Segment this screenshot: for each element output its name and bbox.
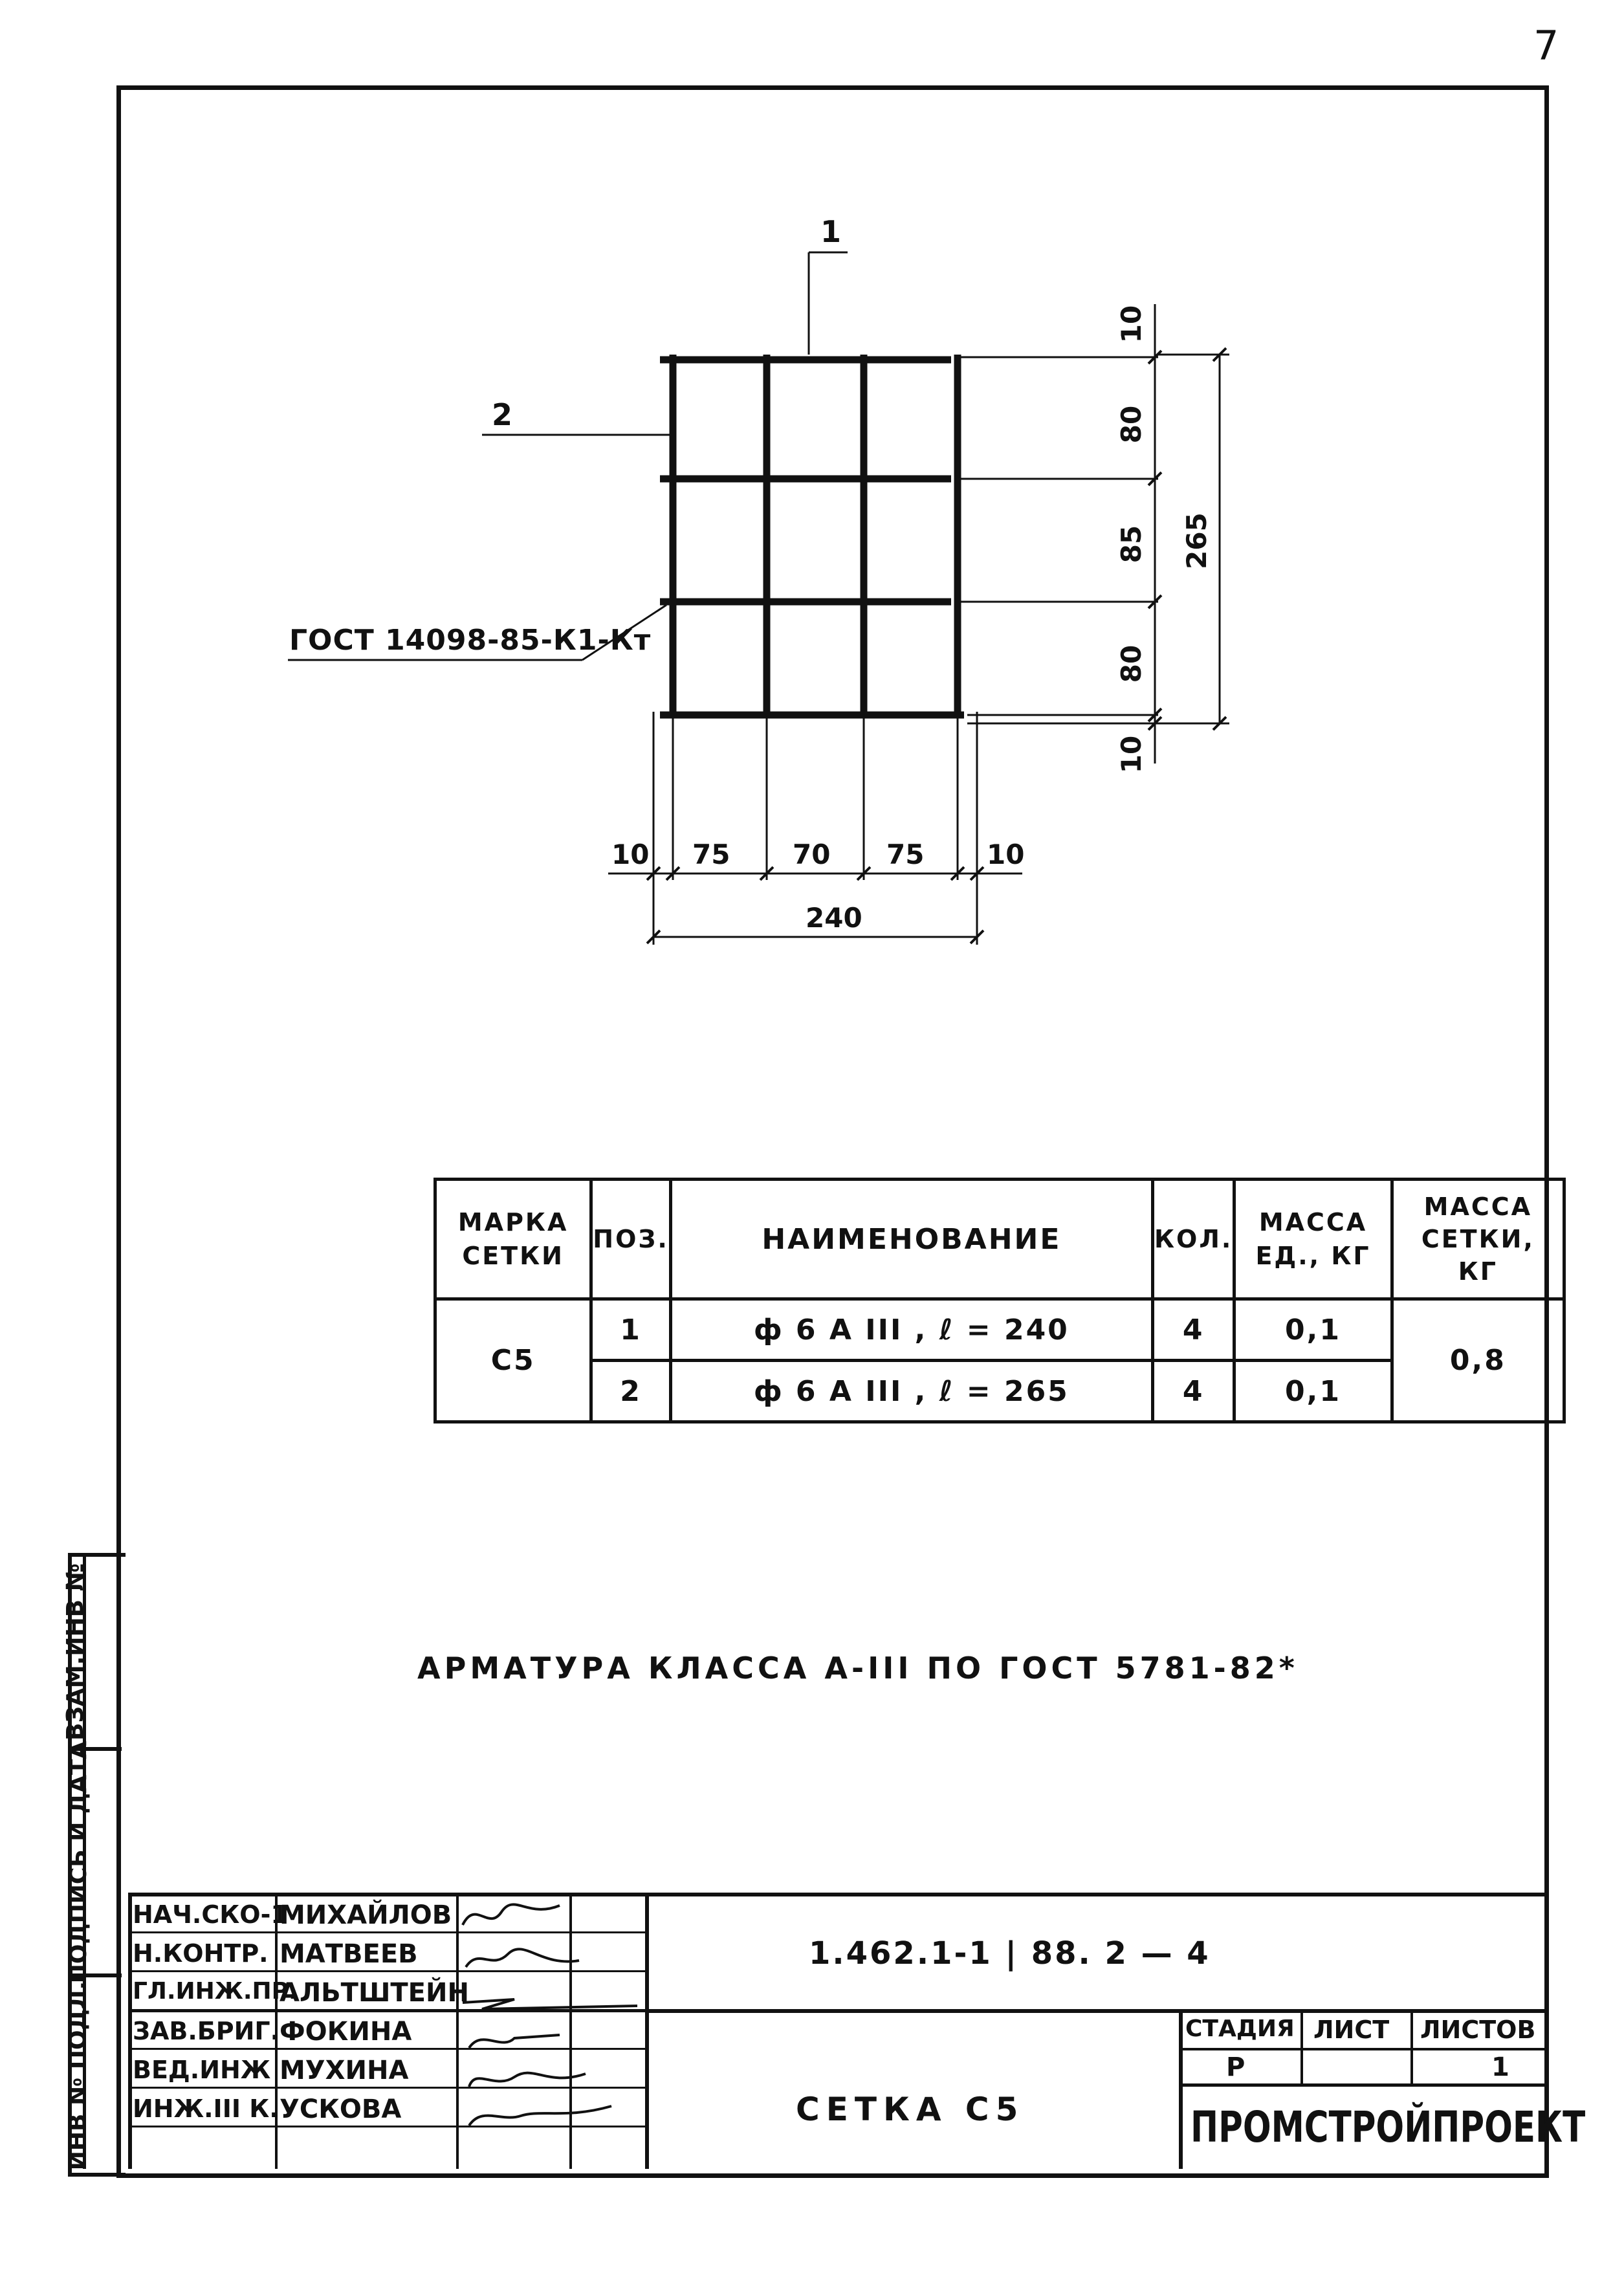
org-name: ПРОМСТРОЙПРОЕКТ: [1191, 2102, 1586, 2152]
mark-cell: С5: [435, 1299, 591, 1422]
dim-right-3: 85: [1115, 525, 1148, 564]
stage-label: СТАДИЯ: [1185, 2016, 1295, 2042]
reinforcement-note: АРМАТУРА КЛАССА А-III ПО ГОСТ 5781-82*: [417, 1651, 1299, 1686]
dim-bottom-total: 240: [806, 902, 862, 934]
tb-role-3: ГЛ.ИНЖ.ПР.: [133, 1978, 298, 2005]
mesh-mass-cell: 0,8: [1392, 1299, 1564, 1422]
spec-table: [433, 1178, 1566, 1423]
header-name: НАИМЕНОВАНИЕ: [670, 1180, 1152, 1299]
dim-bottom-2: 75: [692, 839, 730, 870]
header-mesh-mass: МАССА СЕТКИ, КГ: [1392, 1180, 1564, 1299]
tb-name-1: МИХАЙЛОВ: [280, 1900, 452, 1930]
tb-role-4: ЗАВ.БРИГ.: [133, 2017, 280, 2045]
tb-name-4: ФОКИНА: [280, 2017, 412, 2047]
tb-role-1: НАЧ.СКО-1: [133, 1900, 288, 1929]
row1-qty: 4: [1152, 1299, 1234, 1361]
header-unit-mass: МАССА ЕД., КГ: [1234, 1180, 1392, 1299]
header-mark: МАРКА СЕТКИ: [435, 1180, 591, 1299]
dim-bottom-5: 10: [987, 839, 1025, 870]
dim-right-total: 265: [1180, 512, 1213, 569]
sheet-label: ЛИСТ: [1313, 2016, 1390, 2044]
callout-2: 2: [492, 397, 513, 432]
callout-1: 1: [820, 214, 842, 249]
dim-right-4: 80: [1115, 644, 1148, 683]
page-number: 7: [1533, 22, 1559, 69]
tb-name-3: АЛЬТШТЕЙН: [280, 1978, 469, 2008]
doc-code: 1.462.1-1 | 88. 2 — 4: [809, 1935, 1211, 1972]
row1-pos: 1: [591, 1299, 671, 1361]
weld-callout: ГОСТ 14098-85-К1-Кт: [289, 624, 652, 657]
dim-right-2: 80: [1115, 405, 1148, 444]
header-pos: ПОЗ.: [591, 1180, 671, 1299]
row1-unit-mass: 0,1: [1234, 1299, 1392, 1361]
row2-pos: 2: [591, 1361, 671, 1422]
tb-role-2: Н.КОНТР.: [133, 1939, 269, 1968]
dim-bottom-4: 75: [886, 839, 925, 870]
dim-bottom-3: 70: [793, 839, 831, 870]
stage-value: Р: [1226, 2052, 1245, 2082]
tb-role-6: ИНЖ.III К.: [133, 2094, 279, 2123]
header-qty: КОЛ.: [1152, 1180, 1234, 1299]
dim-bottom-1: 10: [611, 839, 650, 870]
row2-qty: 4: [1152, 1361, 1234, 1422]
tb-name-5: МУХИНА: [280, 2056, 409, 2085]
sheets-label: ЛИСТОВ: [1420, 2016, 1536, 2044]
mesh-drawing: [0, 0, 1624, 1035]
side-stamp-sign-date: ПОДПИСЬ И ДАТА: [65, 1741, 93, 1984]
tb-name-2: МАТВЕЕВ: [280, 1939, 418, 1969]
row2-name: ф 6 А III , ℓ = 265: [670, 1361, 1152, 1422]
dim-right-1: 10: [1115, 305, 1148, 344]
mesh-bars: [660, 355, 964, 718]
sheets-value: 1: [1491, 2052, 1509, 2082]
side-stamp-inv: ИНВ № ПОДЛ.: [65, 1981, 92, 2171]
signatures: [456, 1893, 647, 2126]
doc-title: СЕТКА С5: [796, 2091, 1025, 2128]
dim-right-5: 10: [1115, 735, 1148, 774]
side-stamp-replace: ВЗАМ.ИНВ №: [61, 1563, 89, 1741]
row1-name: ф 6 А III , ℓ = 240: [670, 1299, 1152, 1361]
row2-unit-mass: 0,1: [1234, 1361, 1392, 1422]
tb-role-5: ВЕД.ИНЖ: [133, 2056, 271, 2084]
tb-name-6: УСКОВА: [280, 2094, 402, 2124]
